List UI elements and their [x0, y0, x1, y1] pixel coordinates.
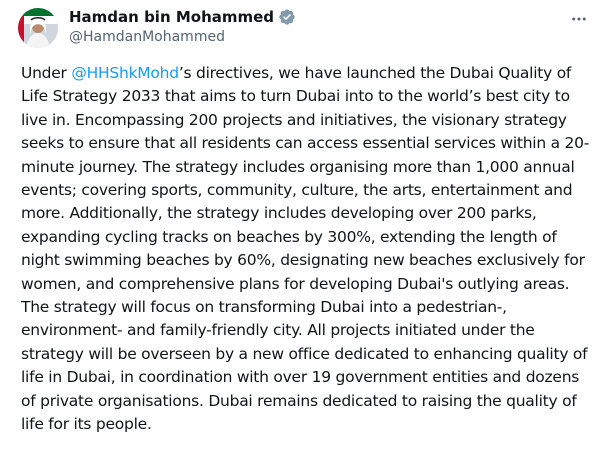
verified-badge-icon[interactable] — [278, 8, 296, 26]
author-name[interactable]: Hamdan bin Mohammed — [69, 8, 275, 26]
avatar[interactable] — [18, 8, 58, 48]
more-options-icon[interactable] — [570, 10, 588, 28]
avatar-image — [18, 8, 58, 48]
mention-link[interactable]: @HHShkMohd — [71, 64, 179, 82]
tweet-text-body: ’s directives, we have launched the Dubai Quality of Life Strategy 2033 that aims to turn Dubai into to the world’s best city to live in. Encompassing 200 projects and initiatives, the visionary strategy seeks to ensure that all residents can access essential services within a 20-minute journey. The strategy includes organising more than 1,000 annual events; covering sports, community, culture, the arts, entertainment and more. Additionally, the strategy includes developing over 200 parks, expanding cycling tracks on beaches by 300%, extending the length of night swimming beaches by 60%, designating new beaches exclusively for women, and comprehensive plans for developing Dubai's outlying areas. The strategy will focus on transforming Dubai into a pedestrian-, environment- and family-friendly city. All projects initiated under the strategy will be overseen by a new office dedicated to enhancing quality of life in Dubai, in coordination with over 19 government entities and dozens of private organisations. Dubai remains dedicated to raising the quality of life for its people. — [21, 64, 590, 434]
author-name-row — [69, 8, 296, 26]
tweet-text-prefix: Under — [21, 64, 72, 82]
author-handle[interactable]: @HamdanMohammed — [69, 29, 225, 45]
tweet-text — [21, 62, 591, 437]
